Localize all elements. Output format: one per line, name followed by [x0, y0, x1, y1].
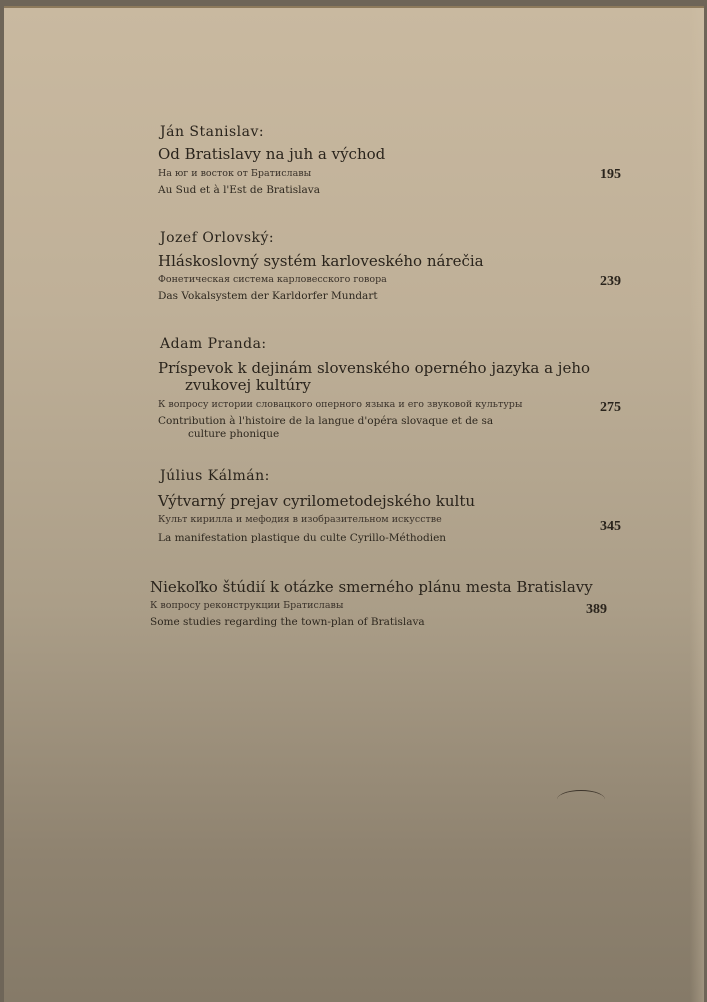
page-number: 389: [586, 602, 607, 617]
page-number: 195: [600, 167, 621, 182]
translated-title: [158, 415, 578, 441]
author: Adam Pranda:: [160, 336, 267, 352]
translated-title-line2: culture phonique: [188, 428, 280, 440]
translated-title: Das Vokalsystem der Karldorfer Mundart: [158, 290, 378, 302]
russian-title: К вопросу реконструкции Братиславы: [150, 600, 344, 611]
author: Július Kálmán:: [160, 468, 270, 484]
author: Ján Stanislav:: [160, 124, 265, 140]
document-page: [4, 6, 704, 1002]
article-title-line1: Príspevok k dejinám slovenského operného jazyka a jeho: [158, 359, 591, 377]
russian-title: Культ кирилла и мефодия в изобразительном искусстве: [158, 514, 442, 525]
hair-mark: [557, 790, 605, 809]
russian-title: На юг и восток от Братиславы: [158, 168, 312, 179]
author: Jozef Orlovský:: [160, 230, 275, 246]
article-title: Od Bratislavy na juh a východ: [158, 145, 386, 163]
article-title: Výtvarný prejav cyrilometodejského kultu: [158, 492, 476, 510]
translated-title: La manifestation plastique du culte Cyrillo-Méthodien: [158, 532, 447, 544]
article-title: Niekoľko štúdií k otázke smerného plánu mesta Bratislavy: [150, 578, 593, 596]
article-title-line2: zvukovej kultúry: [185, 376, 311, 394]
russian-title: Фонетическая система карловесского говора: [158, 274, 387, 285]
page-number: 275: [600, 400, 621, 415]
page-number: 239: [600, 274, 621, 289]
translated-title: Au Sud et à l'Est de Bratislava: [158, 184, 320, 196]
translated-title: Some studies regarding the town-plan of Bratislava: [150, 616, 425, 628]
article-title: [158, 360, 598, 394]
translated-title-line1: Contribution à l'histoire de la langue d'opéra slovaque et de sa: [158, 415, 494, 427]
article-title: Hláskoslovný systém karloveského nárečia: [158, 252, 484, 270]
russian-title: К вопросу истории словацкого оперного языка и его звуковой культуры: [158, 399, 523, 410]
page-number: 345: [600, 519, 621, 534]
